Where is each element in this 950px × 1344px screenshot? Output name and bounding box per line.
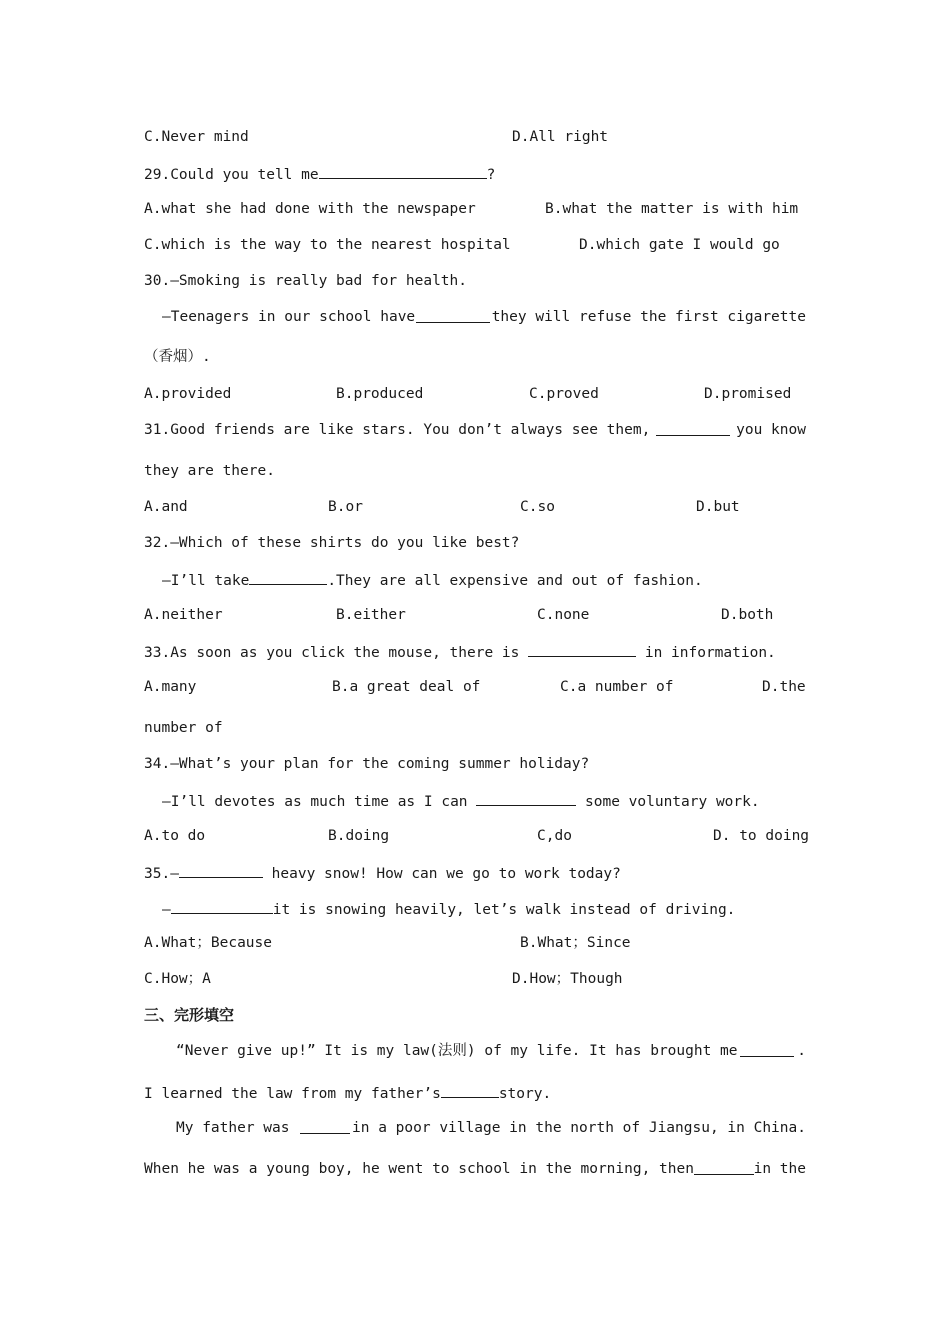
q35-question: [144, 862, 621, 882]
cloze-para-1-line-2: [144, 1082, 551, 1102]
q32-response-start: —I’ll take: [162, 573, 250, 589]
q29-stem: [144, 163, 495, 183]
q34-answer-blank[interactable]: [476, 790, 576, 806]
q34-option-d: D. to doing: [713, 828, 810, 844]
q33-stem: [144, 641, 776, 661]
q34-response-end: some voluntary work.: [576, 794, 760, 810]
q31-option-d: D.but: [696, 499, 740, 515]
q31-option-b: B.or: [328, 499, 363, 515]
cloze-para-2-line-2: [144, 1159, 806, 1179]
q32-option-b: B.either: [336, 607, 406, 623]
q30-answer-blank[interactable]: [416, 307, 490, 323]
q35-response: [162, 898, 735, 918]
q35-question-end: heavy snow! How can we go to work today?: [262, 866, 621, 882]
q31-option-c: C.so: [520, 499, 555, 515]
q31-stem-end: you know: [736, 422, 806, 438]
q35-response-end: it is snowing heavily, let’s walk instead of driving.: [272, 902, 736, 918]
q31-stem-cont: they are there.: [144, 463, 275, 479]
q30-question: 30.—Smoking is really bad for health.: [144, 273, 468, 289]
cloze-para-1: [176, 1041, 806, 1061]
q33-option-b: B.a great deal of: [332, 679, 481, 695]
cloze-blank-1[interactable]: [740, 1041, 794, 1057]
q33-option-c: C.a number of: [560, 679, 674, 695]
cloze-blank-2[interactable]: [441, 1082, 499, 1098]
cloze-para-2: [176, 1118, 806, 1138]
q30-option-d: D.promised: [704, 386, 792, 402]
q31-option-a: A.and: [144, 499, 188, 515]
q34-response: [162, 790, 760, 810]
q35-question-start: 35.—: [144, 866, 179, 882]
q34-option-b: B.doing: [328, 828, 390, 844]
q33-option-d-cont: number of: [144, 720, 223, 736]
cloze-para-1-line-2-end: story.: [498, 1086, 552, 1102]
cloze-blank-3[interactable]: [300, 1118, 350, 1134]
q33-option-a: A.many: [144, 679, 197, 695]
q31-answer-blank[interactable]: [656, 420, 730, 436]
q32-option-c: C.none: [537, 607, 590, 623]
q33-answer-blank[interactable]: [528, 641, 636, 657]
q32-answer-blank[interactable]: [249, 569, 327, 585]
q29-option-d: D.which gate I would go: [579, 237, 780, 253]
q34-response-start: —I’ll devotes as much time as I can: [162, 794, 477, 810]
q28-option-c: C.Never mind: [144, 129, 249, 145]
q29-stem-text: 29.Could you tell me: [144, 167, 319, 183]
cloze-para-1-line-2-text: I learned the law from my father’s: [144, 1086, 441, 1102]
q34-question: 34.—What’s your plan for the coming summer holiday?: [144, 756, 590, 772]
q32-response-end: .They are all expensive and out of fashion.: [327, 573, 703, 589]
cloze-para-1-text: “Never give up!” It is my law(法则) of my life. It has brought me: [176, 1043, 738, 1059]
q35-option-c: C.How；A: [144, 971, 211, 987]
q31-stem: [144, 420, 806, 440]
q32-option-d: D.both: [721, 607, 774, 623]
q30-response: [162, 307, 806, 327]
q32-question: 32.—Which of these shirts do you like best?: [144, 535, 520, 551]
q33-option-d: D.the: [762, 679, 806, 695]
cloze-para-2-end: in a poor village in the north of Jiangsu, in China.: [352, 1120, 806, 1136]
cloze-blank-4[interactable]: [694, 1159, 754, 1175]
cloze-para-2-line-2-text: When he was a young boy, he went to school in the morning, then: [144, 1161, 694, 1177]
q29-option-c: C.which is the way to the nearest hospital: [144, 237, 511, 253]
q34-option-c: C,do: [537, 828, 572, 844]
q30-option-c: C.proved: [529, 386, 599, 402]
q30-option-b: B.produced: [336, 386, 424, 402]
cloze-para-2-line-2-end: in the: [753, 1161, 806, 1177]
q35-option-b: B.What；Since: [520, 935, 631, 951]
q33-stem-end: in information.: [636, 645, 776, 661]
q29-option-b: B.what the matter is with him: [545, 201, 799, 217]
q34-option-a: A.to do: [144, 828, 206, 844]
q28-option-d: D.All right: [512, 129, 609, 145]
q30-response-start: —Teenagers in our school have: [162, 309, 416, 325]
q31-stem-start: 31.Good friends are like stars. You don’t always see them,: [144, 422, 651, 438]
q35-answer-blank-2[interactable]: [171, 898, 273, 914]
q29-option-a: A.what she had done with the newspaper: [144, 201, 476, 217]
q32-response: [162, 569, 703, 589]
q30-response-end: they will refuse the first cigarette: [491, 309, 806, 325]
q35-option-d: D.How；Though: [512, 971, 623, 987]
q32-option-a: A.neither: [144, 607, 223, 623]
q29-answer-blank[interactable]: [319, 163, 487, 179]
q35-option-a: A.What；Because: [144, 935, 272, 951]
cloze-para-2-text: My father was: [176, 1120, 299, 1136]
q35-response-start: —: [162, 902, 171, 918]
q35-answer-blank-1[interactable]: [179, 862, 263, 878]
cloze-para-1-end: .: [797, 1043, 806, 1059]
q30-option-a: A.provided: [144, 386, 232, 402]
section-heading: 三、完形填空: [144, 1006, 235, 1024]
q29-stem-end: ?: [486, 167, 496, 183]
q33-stem-start: 33.As soon as you click the mouse, there is: [144, 645, 529, 661]
q30-response-cont: （香烟）.: [144, 349, 211, 365]
